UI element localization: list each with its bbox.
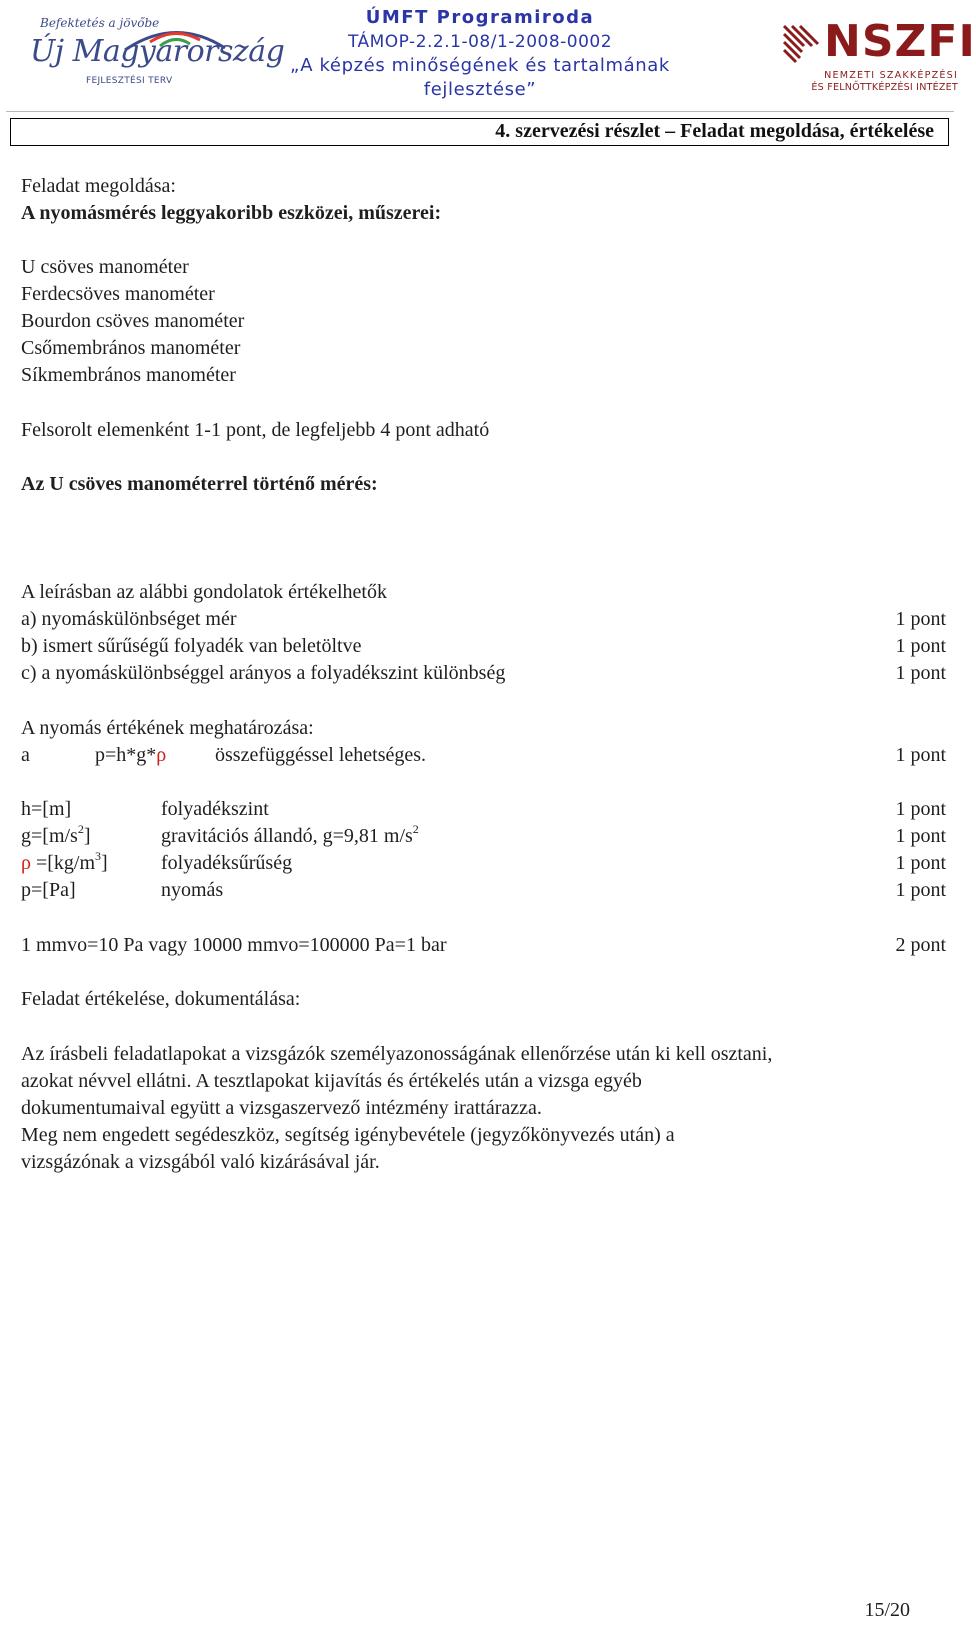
evaluable-intro: A leírásban az alábbi gondolatok értékelhetők (21, 581, 387, 603)
page-number: 15/20 (864, 1599, 910, 1621)
variable-symbol: $g=[m/s^2]$ (21, 822, 91, 847)
formula-expr: p=h*g* (95, 744, 157, 766)
solution-label: Feladat megoldása: (21, 175, 176, 197)
evaluable-item: a) nyomáskülönbséget mér (21, 608, 237, 630)
tool-item: Bourdon csöves manométer (21, 310, 245, 332)
variable-symbol: h=[m] (21, 798, 72, 820)
nszfi-logo (782, 16, 976, 93)
formula-text: összefüggéssel lehetséges. (215, 744, 427, 766)
nszfi-line2: ÉS FELNŐTTKÉPZÉSI INTÉZET (811, 82, 958, 93)
unit-conversion: 1 mmvo=10 Pa vagy 10000 mmvo=100000 Pa=1 bar (21, 934, 447, 956)
uj-magyarorszag-logo (30, 14, 285, 92)
variable-symbol: p=[Pa] (21, 879, 76, 901)
logo-tagline: Befektetés a jövőbe (40, 16, 160, 30)
tool-item: Csőmembrános manométer (21, 337, 241, 359)
paragraph-line: azokat névvel ellátni. A tesztlapokat kijavítás és értékelés után a vizsga egyéb (21, 1070, 642, 1092)
points: 1 pont (895, 825, 946, 847)
header-project-code: TÁMOP-2.2.1-08/1-2008-0002 (347, 32, 613, 52)
paragraph-line: Az írásbeli feladatlapokat a vizsgázók személyazonosságának ellenőrzése után ki kell osztani, (21, 1043, 773, 1065)
section-title: 4. szervezési részlet – Feladat megoldása, értékelése (495, 120, 934, 142)
header-center (280, 6, 680, 102)
header-divider (6, 111, 954, 112)
variable-desc: folyadéksűrűség (161, 852, 293, 874)
variable-desc: nyomás (161, 879, 224, 901)
header-project-title-2: fejlesztése” (423, 79, 537, 100)
points: 1 pont (895, 635, 946, 657)
u-tube-heading: Az U csöves manométerrel történő mérés: (21, 473, 378, 495)
rho-symbol: ρ (21, 852, 31, 874)
formula-a: a (21, 744, 30, 766)
points: 1 pont (895, 662, 946, 684)
points: 1 pont (895, 798, 946, 820)
formula (95, 743, 166, 767)
variable-desc: folyadékszint (161, 798, 269, 820)
paragraph-line: Meg nem engedett segédeszköz, segítség igénybevétele (jegyzőkönyvezés után) a (21, 1124, 675, 1146)
points: 1 pont (895, 744, 946, 766)
pressure-heading: A nyomás értékének meghatározása: (21, 717, 314, 739)
section-title-box (10, 118, 949, 146)
evaluable-item: c) a nyomáskülönbséggel arányos a folyadékszint különbség (21, 662, 506, 684)
points: 1 pont (895, 879, 946, 901)
variable-symbol (21, 851, 108, 875)
nszfi-line1: NEMZETI SZAKKÉPZÉSI (824, 70, 958, 81)
points: 2 pont (895, 934, 946, 956)
logo-sub: FEJLESZTÉSI TERV (86, 76, 173, 86)
evaluable-item: b) ismert sűrűségű folyadék van beletöltve (21, 635, 362, 657)
nszfi-wordmark: NSZFI (824, 16, 976, 67)
header-project-title-1: „A képzés minőségének és tartalmának (290, 55, 670, 76)
logo-brand: Új Magyarország (30, 34, 285, 69)
variable-desc: gravitációs állandó, g=9,81 $m/s^2$ (161, 822, 419, 847)
nszfi-mark-icon (782, 22, 822, 66)
tool-item: Ferdecsöves manométer (21, 283, 215, 305)
tool-item: U csöves manométer (21, 256, 189, 278)
rho-unit: $=[kg/m^3]$ (30, 849, 108, 874)
evaluation-label: Feladat értékelése, dokumentálása: (21, 988, 301, 1010)
points: 1 pont (895, 852, 946, 874)
tool-item: Síkmembrános manométer (21, 364, 236, 386)
paragraph-line: dokumentumaival együtt a vizsgaszervező intézmény irattárazza. (21, 1097, 542, 1119)
formula-rho: ρ (156, 744, 167, 766)
header-org: ÚMFT Programiroda (365, 7, 595, 28)
points: 1 pont (895, 608, 946, 630)
tools-scoring: Felsorolt elemenként 1-1 pont, de legfeljebb 4 pont adható (21, 419, 490, 441)
tools-heading: A nyomásmérés leggyakoribb eszközei, műszerei: (21, 202, 442, 224)
paragraph-line: vizsgázónak a vizsgából való kizárásával jár. (21, 1151, 380, 1173)
